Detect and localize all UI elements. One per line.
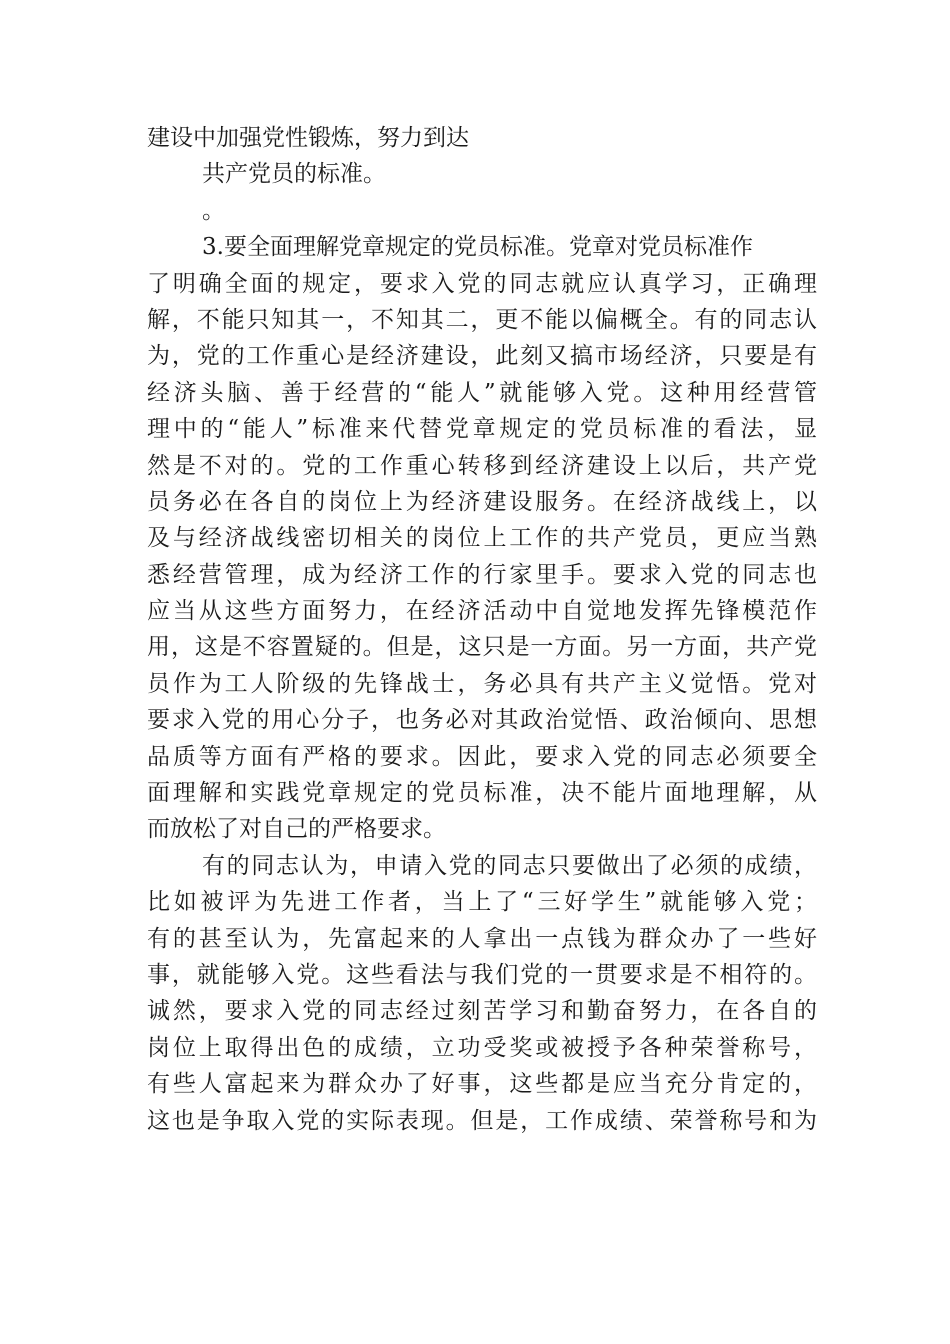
text-line: 共产党员的标准。 bbox=[202, 161, 386, 188]
text-line: 员务必在各自的岗位上为经济建设服务。在经济战线上，以 bbox=[147, 488, 817, 515]
text-line: 比如被评为先进工作者，当上了“三好学生”就能够入党； bbox=[147, 889, 817, 916]
text-line: 为，党的工作重心是经济建设，此刻又搞市场经济，只要是有 bbox=[147, 343, 817, 370]
text-line: 建设中加强党性锻炼，努力到达 bbox=[147, 125, 469, 151]
text-line: 经济头脑、善于经营的“能人”就能够入党。这种用经营管 bbox=[147, 379, 817, 406]
text-line: 岗位上取得出色的成绩，立功受奖或被授予各种荣誉称号， bbox=[147, 1034, 817, 1061]
text-line: 了明确全面的规定，要求入党的同志就应认真学习，正确理 bbox=[147, 270, 817, 297]
paragraph-first-line: 3.要全面理解党章规定的党员标准。党章对党员标准作 bbox=[202, 234, 753, 261]
text-line: 这也是争取入党的实际表现。但是，工作成绩、荣誉称号和为 bbox=[147, 1107, 817, 1134]
text-line: 悉经营管理，成为经济工作的行家里手。要求入党的同志也 bbox=[147, 561, 817, 588]
body-text bbox=[147, 120, 817, 1139]
text-line: 有些人富起来为群众办了好事，这些都是应当充分肯定的， bbox=[147, 1071, 817, 1098]
text-line: 诚然，要求入党的同志经过刻苦学习和勤奋努力，在各自的 bbox=[147, 998, 817, 1025]
paragraph-first-line: 有的同志认为，申请入党的同志只要做出了必须的成绩， bbox=[202, 852, 817, 879]
text-line: 要求入党的用心分子，也务必对其政治觉悟、政治倾向、思想 bbox=[147, 707, 817, 734]
text-line: 然是不对的。党的工作重心转移到经济建设上以后，共产党 bbox=[147, 452, 817, 479]
text-line: 面理解和实践党章规定的党员标准，决不能片面地理解，从 bbox=[147, 780, 817, 807]
text-line: 理中的“能人”标准来代替党章规定的党员标准的看法，显 bbox=[147, 416, 817, 443]
text-line: 有的甚至认为，先富起来的人拿出一点钱为群众办了一些好 bbox=[147, 925, 817, 952]
text-line: 品质等方面有严格的要求。因此，要求入党的同志必须要全 bbox=[147, 743, 817, 770]
text-line: 而放松了对自己的严格要求。 bbox=[147, 816, 446, 843]
text-line: 及与经济战线密切相关的岗位上工作的共产党员，更应当熟 bbox=[147, 525, 817, 552]
text-line: 员作为工人阶级的先锋战士，务必具有共产主义觉悟。党对 bbox=[147, 670, 817, 697]
text-line: 应当从这些方面努力，在经济活动中自觉地发挥先锋模范作 bbox=[147, 598, 817, 625]
text-line: 解，不能只知其一，不知其二，更不能以偏概全。有的同志认 bbox=[147, 306, 817, 333]
text-line: 。 bbox=[202, 197, 225, 224]
text-line: 事，就能够入党。这些看法与我们党的一贯要求是不相符的。 bbox=[147, 961, 817, 988]
text-line: 用，这是不容置疑的。但是，这只是一方面。另一方面，共产党 bbox=[147, 634, 817, 661]
